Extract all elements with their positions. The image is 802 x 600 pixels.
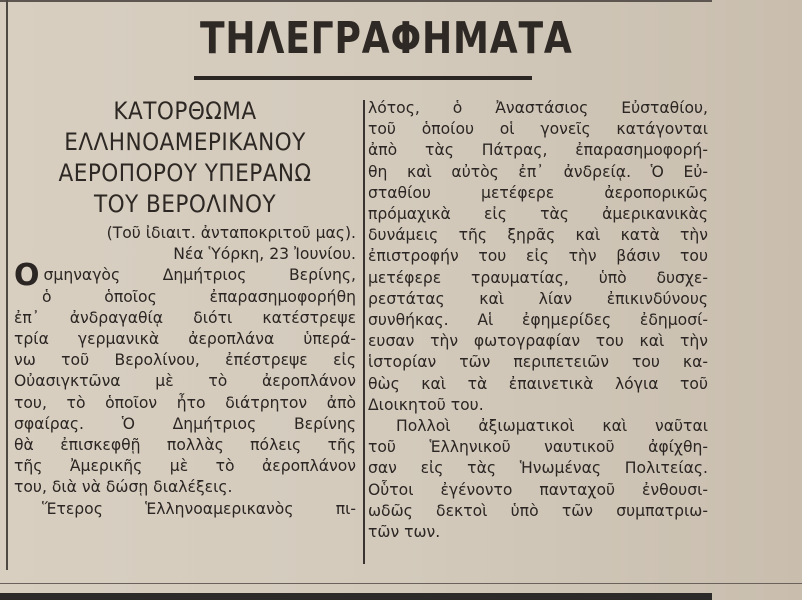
text-line: θὼς καὶ τὰ ἐπαινετικὰ λόγια τοῦ [368,374,708,393]
dateline: Νέα Ὑόρκη, 23 Ἰουνίου. [173,245,356,264]
article-left-column [14,95,356,520]
text-line: ρεστάτας καὶ λίαν ἐπικινδύνους [368,289,708,308]
text-line: ἱστορίαν τῶν περιπετειῶν του κα- [368,353,708,372]
text-line: σταθίου μετέφερε ἀεροπορικῶς [368,183,708,202]
text-line: ὁ ὁποῖος ἐπαρασημοφορήθη [42,287,356,306]
headline-line: ΑΕΡΟΠΟΡΟΥ ΥΠΕΡΑΝΩ [58,159,312,187]
text-line: ἐπιστροφήν του εἰς τὴν βάσιν του [368,247,708,266]
text-line: τρία γερμανικὰ ἀεροπλάνα ὑπερά- [14,330,356,349]
text-line: ἀπὸ τὰς Πάτρας, ἐπαρασημοφορή- [368,141,708,160]
headline-line: ΤΟΥ ΒΕΡΟΛΙΝΟΥ [93,190,277,218]
text-line: ωδῶς δεκτοὶ ὑπὸ τῶν συμπατριω- [368,501,708,520]
dropcap: Ο [14,258,40,294]
text-line: Οὐασιγκτῶνα μὲ τὸ ἀεροπλάνον [14,372,356,391]
text-line: θὰ ἐπισκεφθῇ πολλὰς πόλεις τῆς [14,436,356,455]
text-line: θη καὶ αὐτὸς ἐπ᾽ ἀνδρείᾳ. Ὁ Εὐ- [368,162,708,181]
text-line: Ἕτερος Ἑλληνοαμερικανὸς πι- [42,499,356,518]
headline-line: ΚΑΤΟΡΘΩΜΑ [113,97,257,125]
column-divider [363,100,365,564]
text-line: δυνάμεις τῆς ξηρᾶς καὶ κατὰ τὴν [368,226,708,245]
text-line: σφαίρας. Ὁ Δημήτριος Βερίνης [14,414,356,433]
text-line: Πολλοὶ ἀξιωματικοὶ καὶ ναῦται [396,417,708,436]
top-rule [0,0,712,2]
text-line: μετέφερε τραυματίας, ὑπὸ δυσχε- [368,268,708,287]
article-right-column [368,98,708,543]
text-line: ἐπ᾽ ἀνδραγαθίᾳ διότι κατέστρεψε [14,308,356,327]
byline: (Τοῦ ἰδιαιτ. ἀνταποκριτοῦ μας). [106,224,356,242]
bottom-rule [0,583,802,584]
text-line: σαν εἰς τὰς Ἡνωμένας Πολιτείας. [368,459,708,478]
headline [14,97,356,219]
text-line: νω τοῦ Βερολίνου, ἐπέστρεψε εἰς [14,351,356,370]
text-line: τῶν των. [368,523,441,542]
text-line: λότος, ὁ Ἀναστάσιος Εὐσταθίου, [368,99,708,117]
masthead-underline [194,76,532,80]
headline-line: ΕΛΛΗΝΟΑΜΕΡΙΚΑΝΟΥ [64,128,306,156]
text-line: του, τὸ ὁποῖον ἦτο διάτρητον ἀπὸ [14,393,356,412]
text-line: πρόμαχικὰ εἰς τὰς ἀμερικανικὰς [368,205,708,224]
text-line: συνθήκας. Αἱ ἐφημερίδες ἐδημοσί- [368,311,708,330]
left-column-rule [6,0,8,570]
text-line: τοῦ Ἑλληνικοῦ ναυτικοῦ ἀφίχθη- [368,438,708,457]
bottom-bar [0,593,712,600]
text-line: Οὗτοι ἐγένοντο πανταχοῦ ἐνθουσι- [368,480,708,499]
text-line: ευσαν τὴν φωτογραφίαν του καὶ τὴν [368,332,708,351]
text-line: του, διὰ νὰ δώσῃ διαλέξεις. [14,478,233,497]
text-line: Οσμηναγὸς Δημήτριος Βερίνης, [14,258,356,294]
text-line: τοῦ ὁποίου οἱ γονεῖς κατάγονται [368,120,708,139]
text-line: τῆς Ἀμερικῆς μὲ τὸ ἀεροπλάνον [14,457,356,476]
masthead-title: ΤΗΛΕΓΡΑΦΗΜΑΤΑ [200,13,573,64]
text-line: Διοικητοῦ του. [368,395,484,414]
